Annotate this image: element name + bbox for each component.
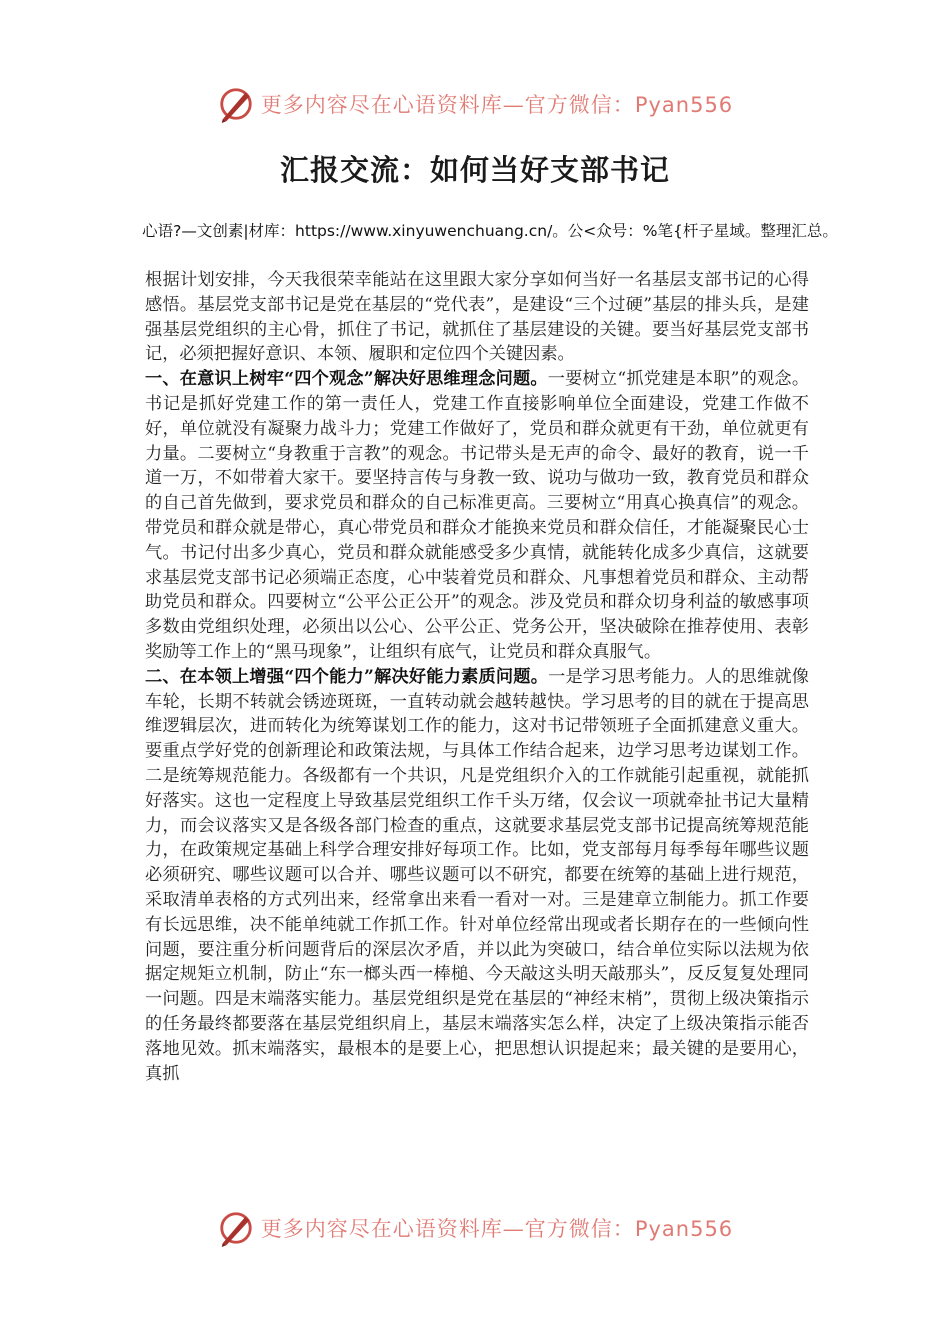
pen-logo-icon	[217, 85, 255, 123]
section-1-paragraph	[145, 367, 809, 665]
document-body	[145, 268, 809, 1086]
section-2-text: 一是学习思考能力。人的思维就像车轮，长期不转就会锈迹斑斑，一直转动就会越转越快。学习思考的目的就在于提高思维逻辑层次，进而转化为统筹谋划工作的能力，这对书记带领班子全面抓建意义重大。要重点学好党的创新理论和政策法规，与具体工作结合起来，边学习思考边谋划工作。二是统筹规范能力。各级都有一个共识，凡是党组织介入的工作就能引起重视，就能抓好落实。这也一定程度上导致基层党组织工作千头万绪，仅会议一项就牵扯书记大量精力，而会议落实又是各级各部门检查的重点，这就要求基层党支部书记提高统筹规范能力，在政策规定基础上科学合理安排好每项工作。比如，党支部每月每季每年哪些议题必须研究、哪些议题可以合并、哪些议题可以不研究，都要在统筹的基础上进行规范，采取清单表格的方式列出来，经常拿出来看一看对一对。三是建章立制能力。抓工作要有长远思维，决不能单纯就工作抓工作。针对单位经常出现或者长期存在的一些倾向性问题，要注重分析问题背后的深层次矛盾，并以此为突破口，结合单位实际以法规为依据定规矩立机制，防止“东一榔头西一棒槌、今天敲这头明天敲那头”，反反复复处理同一问题。四是末端落实能力。基层党组织是党在基层的“神经末梢”，贯彻上级决策指示的任务最终都要落在基层党组织肩上，基层末端落实怎么样，决定了上级决策指示能否落地见效。抓末端落实，最根本的是要上心，把思想认识提起来；最关键的是要用心，真抓	[145, 666, 809, 1084]
section-2-paragraph	[145, 665, 809, 1087]
source-line: 心语?—文创素|材库：https://www.xinyuwenchuang.cn/。公<众号：%笔{杆子星域。整理汇总。	[142, 222, 838, 240]
section-1-text: 一要树立“抓党建是本职”的观念。书记是抓好党建工作的第一责任人，党建工作直接影响单位全面建设，党建工作做不好，单位就没有凝聚力战斗力；党建工作做好了，党员和群众就更有干劲，单位就更有力量。二要树立“身教重于言教”的观念。书记带头是无声的命令、最好的教育，说一千道一万，不如带着大家干。要坚持言传与身教一致、说功与做功一致，教育党员和群众的自己首先做到，要求党员和群众的自己标准更高。三要树立“用真心换真信”的观念。带党员和群众就是带心，真心带党员和群众才能换来党员和群众信任，才能凝聚民心士气。书记付出多少真心，党员和群众就能感受多少真情，就能转化成多少真信，这就要求基层党支部书记必须端正态度，心中装着党员和群众、凡事想着党员和群众、主动帮助党员和群众。四要树立“公平公正公开”的观念。涉及党员和群众切身利益的敏感事项多数由党组织处理，必须出以公心、公平公正、党务公开，坚决破除在推荐使用、表彰奖励等工作上的“黑马现象”，让组织有底气，让党员和群众真服气。	[145, 369, 810, 662]
section-2-heading: 二、在本领上增强“四个能力”解决好能力素质问题。	[145, 666, 549, 687]
intro-paragraph: 根据计划安排，今天我很荣幸能站在这里跟大家分享如何当好一名基层支部书记的心得感悟。基层党支部书记是党在基层的“党代表”，是建设“三个过硬”基层的排头兵，是建强基层党组织的主心骨，抓住了书记，就抓住了基层建设的关键。要当好基层党支部书记，必须把握好意识、本领、履职和定位四个关键因素。	[145, 270, 809, 365]
watermark-text: 更多内容尽在心语资料库—官方微信：Pyan556	[260, 93, 734, 117]
watermark-banner-bottom	[0, 1206, 950, 1250]
watermark-banner-top	[0, 82, 950, 126]
section-1-heading: 一、在意识上树牢“四个观念”解决好思维理念问题。	[145, 369, 548, 390]
watermark-text: 更多内容尽在心语资料库—官方微信：Pyan556	[260, 1217, 734, 1241]
pen-logo-icon	[217, 1209, 255, 1247]
document-title: 汇报交流：如何当好支部书记	[279, 153, 670, 187]
